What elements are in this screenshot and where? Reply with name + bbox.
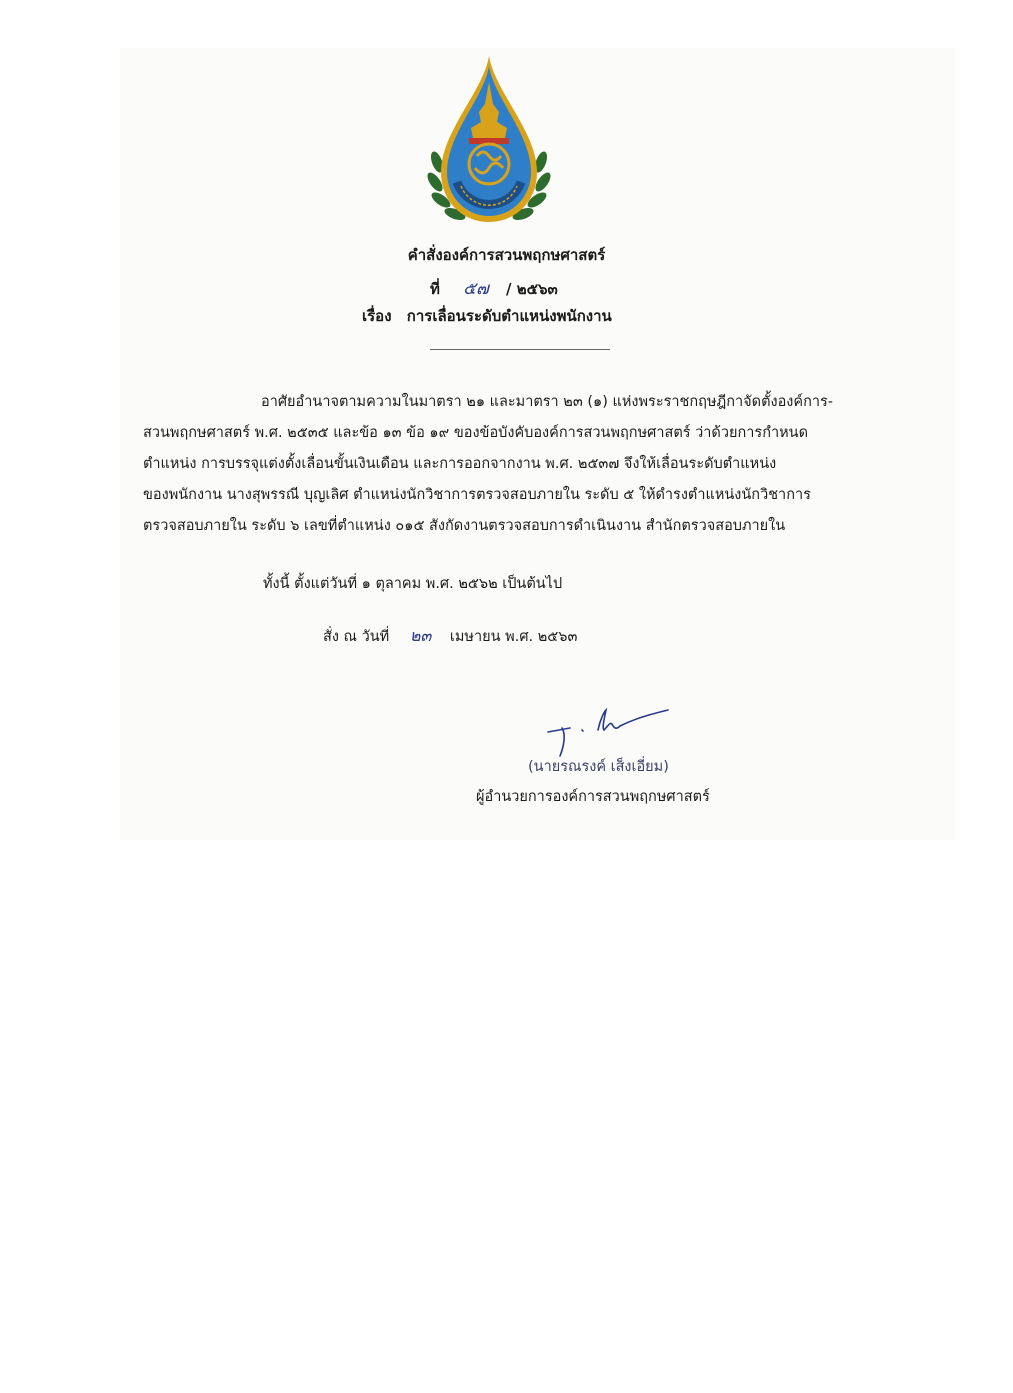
subject-label: เรื่อง (362, 307, 392, 325)
order-body-paragraph (143, 387, 918, 542)
body-line: ตำแหน่ง การบรรจุแต่งตั้งเลื่อนขั้นเงินเดือน และการออกจากงาน พ.ศ. ๒๕๓๗ จึงให้เลื่อนระดับตำแหน่ง (143, 456, 777, 472)
order-number-year: / ๒๕๖๓ (506, 280, 558, 298)
handwritten-signature (540, 700, 680, 760)
botanical-garden-organization-logo (425, 52, 553, 230)
effective-date: ทั้งนี้ ตั้งแต่วันที่ ๑ ตุลาคม พ.ศ. ๒๕๖๒ เป็นต้นไป (263, 576, 563, 592)
title-divider (430, 349, 610, 350)
order-number-label: ที่ (430, 280, 440, 298)
body-line: ของพนักงาน นางสุพรรณี บุญเลิศ ตำแหน่งนักวิชาการตรวจสอบภายใน ระดับ ๕ ให้ดำรงตำแหน่งนักวิชาการ (143, 487, 811, 503)
body-line: สวนพฤกษศาสตร์ พ.ศ. ๒๕๓๕ และข้อ ๑๓ ข้อ ๑๙ ของข้อบังคับองค์การสวนพฤกษศาสตร์ ว่าด้วยการกำหนด (143, 425, 808, 441)
order-number-handwritten: ๕๗ (463, 279, 489, 299)
subject-line (362, 304, 612, 328)
signatory-position: ผู้อำนวยการองค์การสวนพฤกษศาสตร์ (476, 789, 710, 805)
order-date-day-handwritten: ๒๓ (409, 626, 432, 645)
order-date-line (323, 624, 577, 649)
subject-text: การเลื่อนระดับตำแหน่งพนักงาน (406, 307, 612, 325)
body-line: ตรวจสอบภายใน ระดับ ๖ เลขที่ตำแหน่ง ๐๑๕ สังกัดงานตรวจสอบการดำเนินงาน สำนักตรวจสอบภายใน (143, 518, 786, 534)
order-date-rest: เมษายน พ.ศ. ๒๕๖๓ (449, 629, 578, 645)
order-date-prefix: สั่ง ณ วันที่ (323, 629, 390, 645)
order-number-line (430, 275, 558, 302)
body-line: อาศัยอำนาจตามความในมาตรา ๒๑ และมาตรา ๒๓ (๑) แห่งพระราชกฤษฎีกาจัดตั้งองค์การ- (261, 394, 834, 410)
document-title: คำสั่งองค์การสวนพฤกษศาสตร์ (407, 246, 606, 264)
signatory-name: (นายรณรงค์ เส็งเอี่ยม) (528, 759, 669, 775)
